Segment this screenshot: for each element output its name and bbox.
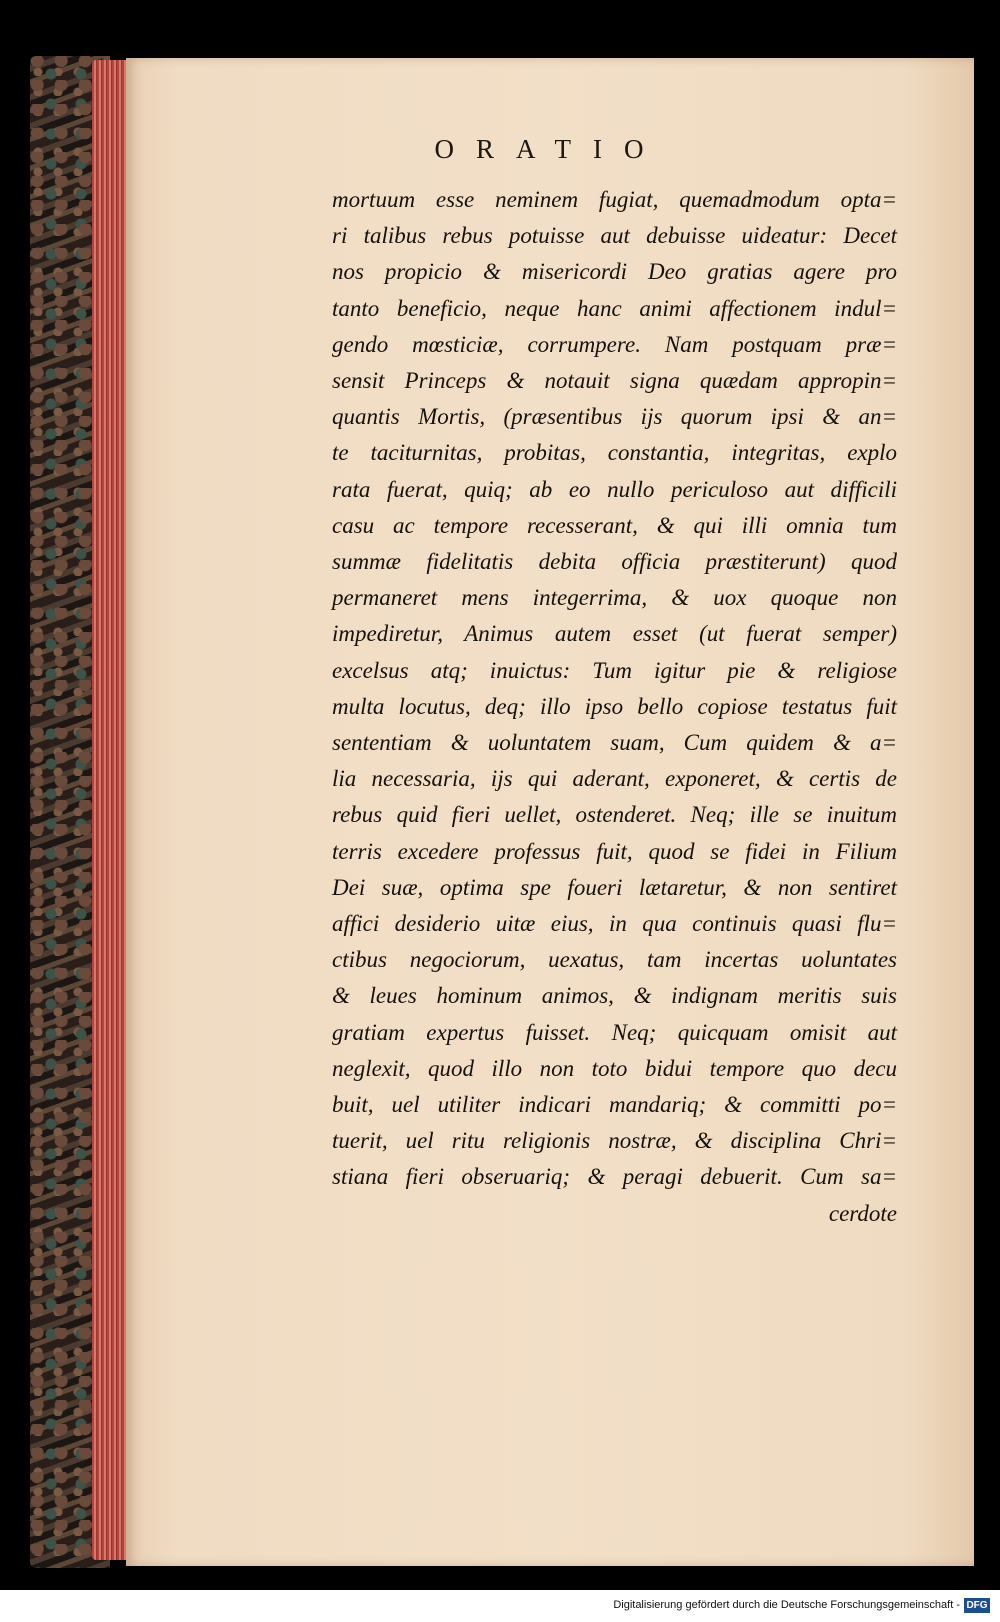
text-line: te taciturnitas, probitas, constantia, integritas, explo [332,440,897,466]
text-line: tuerit, uel ritu religionis nostræ, & disciplina Chri= [332,1128,897,1154]
text-line: mortuum esse neminem fugiat, quemadmodum opta= [332,187,897,212]
text-line: quantis Mortis, (præsentibus ijs quorum ipsi & an= [332,404,897,430]
funding-notice: Digitalisierung gefördert durch die Deutsche Forschungsgemeinschaft - [613,1599,960,1611]
text-line: sensit Princeps & notauit signa quædam appropin= [332,368,897,394]
text-line: rata fuerat, quiq; ab eo nullo periculoso aut difficili [332,476,897,502]
running-header: ORATIO [434,134,666,164]
text-line: ri talibus rebus potuisse aut debuisse uideatur: Decet [332,223,897,249]
text-line: sententiam & uoluntatem suam, Cum quidem & a= [332,730,897,756]
digitization-footer [0,1590,1000,1622]
text-line: excelsus atq; inuictus: Tum igitur pie & religiose [332,657,897,683]
text-line: neglexit, quod illo non toto bidui tempore quo decu [332,1055,897,1081]
text-line: summæ fidelitatis debita officia præstiterunt) quod [332,549,897,575]
dfg-logo: DFG [964,1598,990,1613]
text-line: gendo mœsticiæ, corrumpere. Nam postquam præ= [332,331,897,357]
text-line: lia necessaria, ijs qui aderant, exponeret, & certis de [332,766,897,792]
text-line: tanto beneficio, neque hanc animi affectionem indul= [332,295,897,321]
text-line: multa locutus, deq; illo ipso bello copiose testatus fuit [332,693,897,719]
text-line: impediretur, Animus autem esset (ut fuerat semper) [332,621,897,647]
text-line: Dei suæ, optima spe foueri lætaretur, & non sentiret [332,874,897,900]
text-line: casu ac tempore recesserant, & qui illi omnia tum [332,512,897,538]
text-line: permaneret mens integerrima, & uox quoque non [332,585,897,611]
text-line: cerdote [828,1200,897,1226]
text-line: nos propicio & misericordi Deo gratias agere pro [332,259,897,285]
text-line: ctibus negociorum, uexatus, tam incertas uoluntates [332,947,897,973]
text-line: gratiam expertus fuisset. Neq; quicquam omisit aut [332,1019,897,1045]
text-line: rebus quid fieri uellet, ostenderet. Neq; ille se inuitum [332,802,897,828]
text-line: stiana fieri obseruariq; & peragi debuerit. Cum sa= [332,1164,897,1190]
body-text [332,182,897,1232]
text-line: & leues hominum animos, & indignam meritis suis [332,983,897,1009]
text-line: buit, uel utiliter indicari mandariq; & committi po= [332,1092,897,1118]
text-line: affici desiderio uitæ eius, in qua continuis quasi flu= [332,911,897,937]
text-line: terris excedere professus fuit, quod se fidei in Filium [332,838,897,864]
page-paper [126,58,974,1566]
